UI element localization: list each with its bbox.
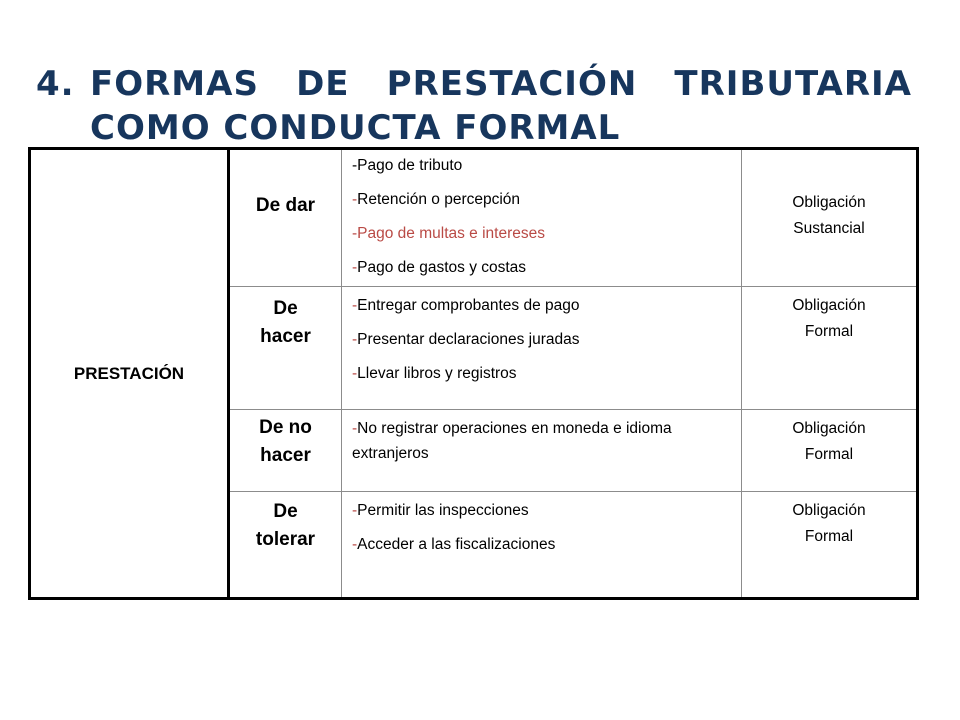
items-cell [342, 149, 742, 287]
obligation-line: Obligación [792, 420, 866, 437]
title-line-1 [36, 62, 916, 106]
items-cell [342, 287, 742, 410]
obligation-cell [742, 287, 918, 410]
type-cell [229, 149, 342, 287]
items-cell [342, 492, 742, 599]
title-word: DE [296, 64, 350, 104]
list-item: -Retención o percepción [352, 191, 521, 208]
obligation-line: Formal [804, 323, 854, 340]
obligation-cell [742, 410, 918, 492]
obligation-cell [742, 492, 918, 599]
type-label: De dar [255, 195, 316, 216]
list-item: -Pago de tributo [352, 157, 463, 174]
slide-title [36, 62, 916, 150]
list-item: -Acceder a las fiscalizaciones [352, 536, 556, 553]
group-label: PRESTACIÓN [73, 363, 185, 383]
list-item-highlight: -Pago de multas e intereses [352, 225, 546, 242]
obligation-line: Obligación [792, 502, 866, 519]
obligation-line: Obligación [792, 297, 866, 314]
list-item: -Entregar comprobantes de pago [352, 297, 580, 314]
obligation-line: Formal [804, 446, 854, 463]
obligation-line: Obligación [792, 194, 866, 211]
title-word: PRESTACIÓN [386, 64, 638, 104]
type-label: hacer [260, 326, 311, 347]
type-label: De [273, 298, 298, 319]
obligation-line: Formal [804, 528, 854, 545]
type-label: De [273, 501, 298, 522]
title-word: TRIBUTARIA [674, 64, 912, 104]
type-cell [229, 492, 342, 599]
type-label: tolerar [255, 529, 316, 550]
type-label: De no [259, 417, 312, 438]
type-cell [229, 410, 342, 492]
title-line-2: COMO CONDUCTA FORMAL [90, 108, 621, 148]
list-item: -No registrar operaciones en moneda e idioma extranjeros [352, 420, 672, 462]
group-label-cell [30, 149, 229, 599]
prestacion-table [28, 147, 919, 600]
table-row [30, 149, 918, 287]
type-label: hacer [260, 445, 311, 466]
list-item: -Presentar declaraciones juradas [352, 331, 580, 348]
list-item: -Pago de gastos y costas [352, 259, 527, 276]
type-cell [229, 287, 342, 410]
items-cell [342, 410, 742, 492]
list-item: -Permitir las inspecciones [352, 502, 529, 519]
title-word: FORMAS [90, 64, 259, 104]
obligation-cell [742, 149, 918, 287]
title-number: 4. [36, 64, 75, 104]
list-item: -Llevar libros y registros [352, 365, 517, 382]
obligation-line: Sustancial [793, 220, 865, 237]
